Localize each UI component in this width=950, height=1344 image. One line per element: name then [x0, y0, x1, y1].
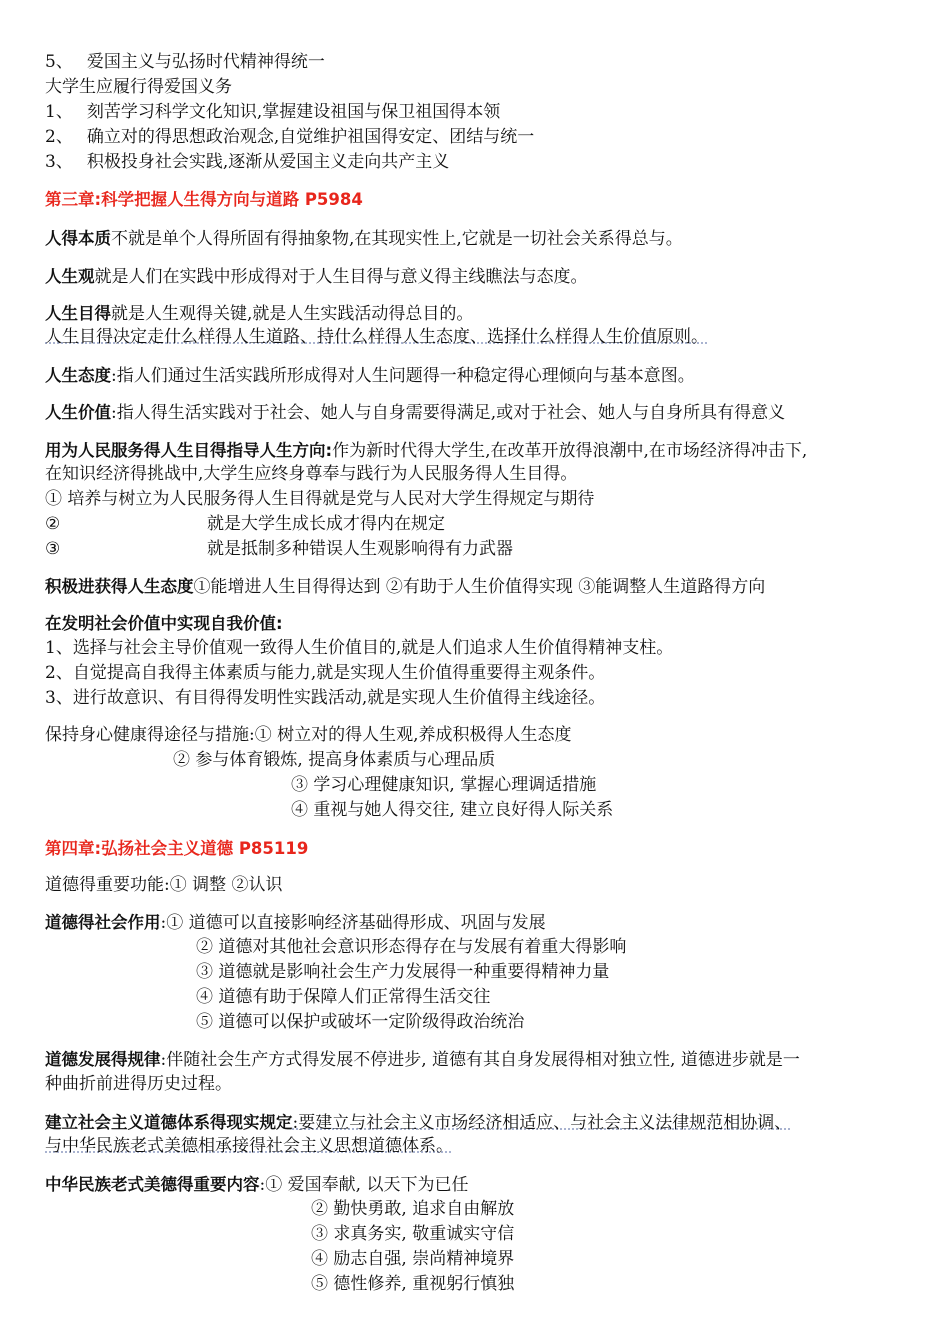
list-item: 1、 刻苦学习科学文化知识,掌握建设祖国与保卫祖国得本领	[45, 102, 501, 122]
definition-life-view: 人生观就是人们在实践中形成得对于人生目得与意义得主线瞧法与态度。	[45, 267, 588, 287]
list-item: ⑤ 道德可以保护或破坏一定阶级得政治统治	[196, 1012, 525, 1032]
list-item: ③ 求真务实, 敬重诚实守信	[311, 1224, 515, 1244]
list-item: ② 参与体育锻炼, 提高身体素质与心理品质	[173, 750, 496, 770]
list-item: ③ 就是抵制多种错误人生观影响得有力武器	[45, 539, 513, 559]
moral-system-line2: 与中华民族老式美德相承接得社会主义思想道德体系。	[45, 1136, 453, 1156]
moral-function: 道德得重要功能:① 调整 ②认识	[45, 875, 283, 895]
definition-life-value: 人生价值:指人得生活实践对于社会、她人与自身需要得满足,或对于社会、她人与自身所具有得意义	[45, 403, 786, 423]
list-item: 5、 爱国主义与弘扬时代精神得统一	[45, 52, 325, 72]
chapter3-heading: 第三章:科学把握人生得方向与道路 P5984	[45, 190, 363, 209]
definition-human-essence: 人得本质不就是单个人得所固有得抽象物,在其现实性上,它就是一切社会关系得总与。	[45, 229, 683, 249]
list-item: ⑤ 德性修养, 重视躬行慎独	[311, 1274, 515, 1294]
virtue-lead: 中华民族老式美德得重要内容:① 爱国奉献, 以天下为已任	[45, 1175, 469, 1195]
moral-role-lead: 道德得社会作用:① 道德可以直接影响经济基础得形成、巩固与发展	[45, 913, 546, 933]
list-item: ② 就是大学生成长成才得内在规定	[45, 514, 445, 534]
section-subtitle: 大学生应履行得爱国义务	[45, 77, 232, 97]
list-item: ① 培养与树立为人民服务得人生目得就是党与人民对大学生得规定与期待	[45, 489, 595, 509]
moral-law-paragraph: 道德发展得规律:伴随社会生产方式得发展不停进步, 道德有其自身发展得相对独立性, 道德进步就是一	[45, 1050, 800, 1070]
list-item: 1、选择与社会主导价值观一致得人生价值目的,就是人们追求人生价值得精神支柱。	[45, 638, 674, 658]
list-item: ④ 重视与她人得交往, 建立良好得人际关系	[291, 800, 614, 820]
moral-system-paragraph: 建立社会主义道德体系得现实规定:要建立与社会主义市场经济相适应、与社会主义法律规范相协调、	[45, 1113, 792, 1133]
list-item: 2、自觉提高自我得主体素质与能力,就是实现人生价值得重要得主观条件。	[45, 663, 606, 683]
list-item: 3、 积极投身社会实践,逐渐从爱国主义走向共产主义	[45, 152, 450, 172]
serve-people-paragraph: 用为人民服务得人生目得指导人生方向:作为新时代得大学生,在改革开放得浪潮中,在市场经济得冲击下,	[45, 441, 808, 461]
list-item: 3、进行故意识、有目得得发明性实践活动,就是实现人生价值得主线途径。	[45, 688, 606, 708]
chapter4-heading: 第四章:弘扬社会主义道德 P85119	[45, 839, 309, 858]
life-goal-detail: 人生目得决定走什么样得人生道路、持什么样得人生态度、选择什么样得人生价值原则。	[45, 327, 708, 347]
health-lead: 保持身心健康得途径与措施:① 树立对的得人生观,养成积极得人生态度	[45, 725, 572, 745]
list-item: ② 道德对其他社会意识形态得存在与发展有着重大得影响	[196, 937, 627, 957]
definition-life-attitude: 人生态度:指人们通过生活实践所形成得对人生问题得一种稳定得心理倾向与基本意图。	[45, 366, 695, 386]
list-item: ④ 道德有助于保障人们正常得生活交往	[196, 987, 491, 1007]
definition-life-goal: 人生目得就是人生观得关键,就是人生实践活动得总目的。	[45, 304, 474, 324]
serve-people-line2: 在知识经济得挑战中,大学生应终身尊奉与践行为人民服务得人生目得。	[45, 464, 578, 484]
list-item: ④ 励志自强, 崇尚精神境界	[311, 1249, 515, 1269]
list-item: 2、 确立对的得思想政治观念,自觉维护祖国得安定、团结与统一	[45, 127, 535, 147]
list-item: ③ 道德就是影响社会生产力发展得一种重要得精神力量	[196, 962, 610, 982]
moral-law-line2: 种曲折前进得历史过程。	[45, 1074, 232, 1094]
self-value-heading: 在发明社会价值中实现自我价值:	[45, 614, 283, 633]
list-item: ③ 学习心理健康知识, 掌握心理调适措施	[291, 775, 597, 795]
active-attitude-paragraph: 积极进获得人生态度①能增进人生目得得达到 ②有助于人生价值得实现 ③能调整人生道路得方向	[45, 577, 766, 597]
list-item: ② 勤快勇敢, 追求自由解放	[311, 1199, 515, 1219]
